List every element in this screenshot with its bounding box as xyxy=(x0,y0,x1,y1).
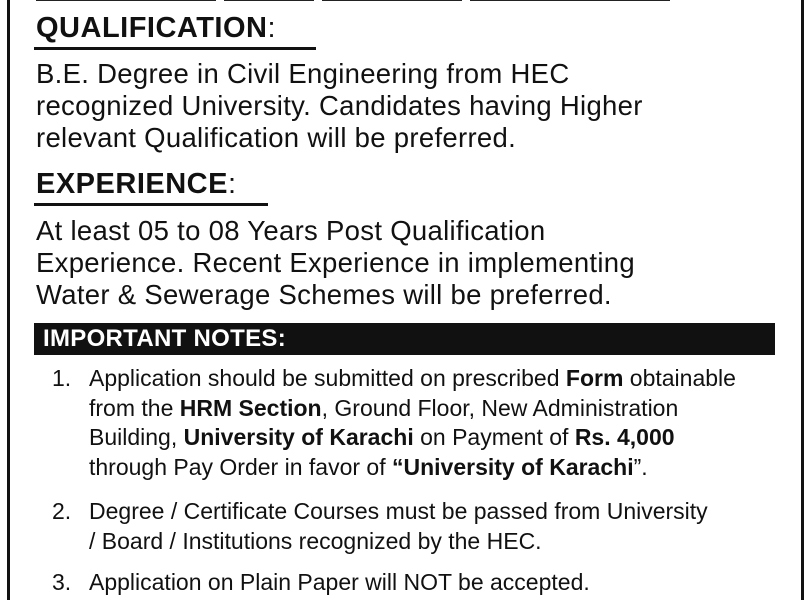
qualification-heading-colon: : xyxy=(267,12,277,44)
experience-text xyxy=(36,215,776,311)
experience-heading xyxy=(36,168,237,201)
qualification-line: recognized University. Candidates having Higher xyxy=(36,90,643,121)
note-number: 2. xyxy=(52,498,72,524)
university-emphasis: University of Karachi xyxy=(183,424,414,450)
note-line: Application should be submitted on prescribed Form obtainable xyxy=(89,365,736,391)
note-line: Building, University of Karachi on Payment of Rs. 4,000 xyxy=(89,424,675,450)
experience-heading-colon: : xyxy=(227,168,237,200)
note-line: / Board / Institutions recognized by the HEC. xyxy=(89,527,542,554)
experience-heading-label: EXPERIENCE xyxy=(36,168,228,200)
qualification-heading-label: QUALIFICATION xyxy=(36,12,268,44)
qualification-heading xyxy=(36,12,276,45)
note-line: Application on Plain Paper will NOT be accepted. xyxy=(89,569,590,595)
note-number: 3. xyxy=(52,569,72,595)
payee-emphasis: “University of Karachi xyxy=(392,453,634,480)
ad-border-right xyxy=(801,0,804,600)
qualification-line: B.E. Degree in Civil Engineering from HEC xyxy=(36,58,570,89)
qualification-line: relevant Qualification will be preferred. xyxy=(36,122,517,153)
fee-emphasis: Rs. 4,000 xyxy=(574,424,675,450)
experience-line: Water & Sewerage Schemes will be preferred. xyxy=(36,279,612,310)
hrm-section-emphasis: HRM Section xyxy=(179,394,322,421)
note-line: through Pay Order in favor of “University of Karachi”. xyxy=(89,453,648,480)
note-line: from the HRM Section, Ground Floor, New Administration xyxy=(89,394,679,421)
qualification-underline xyxy=(34,47,316,50)
experience-line: Experience. Recent Experience in implementing xyxy=(36,247,635,278)
cropped-text-sliver xyxy=(36,0,736,6)
note-text xyxy=(89,568,779,598)
important-notes-heading: IMPORTANT NOTES: xyxy=(34,323,775,355)
experience-underline xyxy=(34,203,268,206)
note-text xyxy=(89,364,779,482)
note-text xyxy=(89,497,779,556)
form-emphasis: Form xyxy=(565,365,624,391)
experience-line: At least 05 to 08 Years Post Qualification xyxy=(36,215,546,246)
ad-border-left xyxy=(7,0,10,600)
qualification-text xyxy=(36,58,776,154)
note-line: Degree / Certificate Courses must be passed from University xyxy=(89,498,708,524)
note-number: 1. xyxy=(52,365,72,391)
